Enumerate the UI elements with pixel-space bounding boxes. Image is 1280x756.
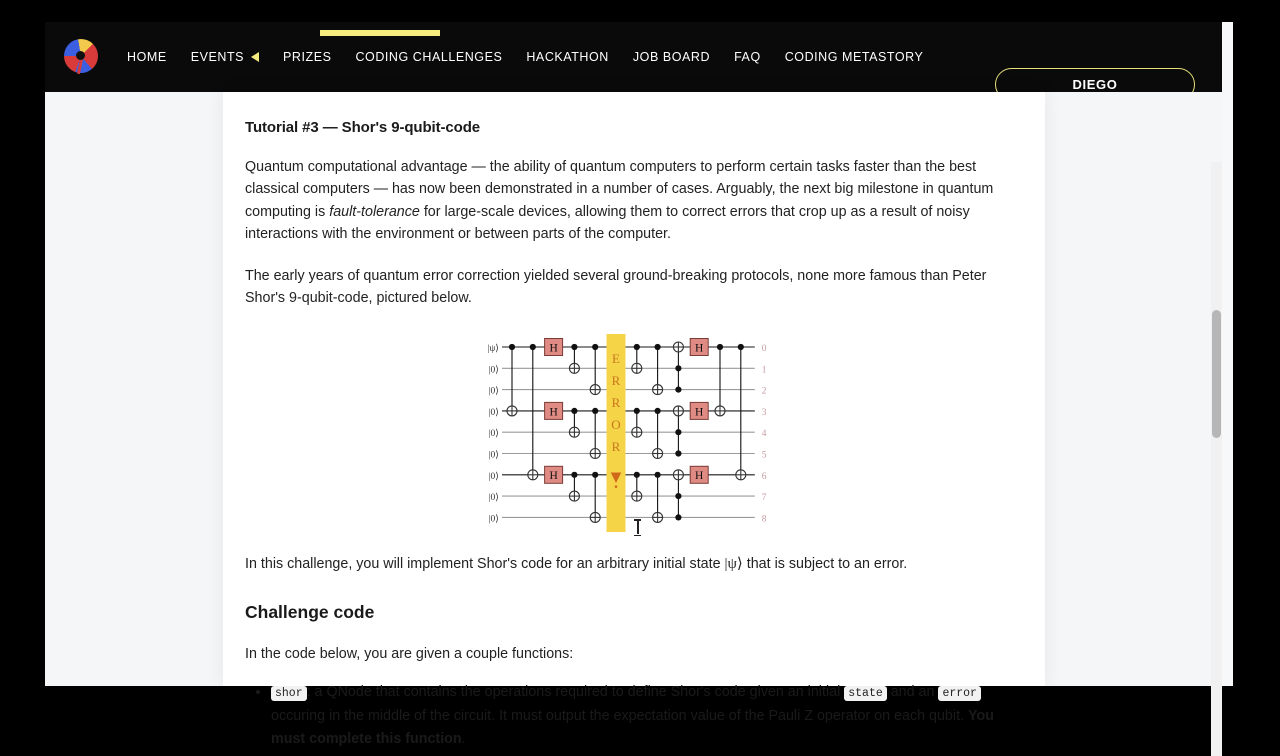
nav-link-label: FAQ bbox=[734, 50, 761, 64]
svg-text:2: 2 bbox=[761, 387, 767, 398]
svg-text:|0⟩: |0⟩ bbox=[488, 450, 499, 461]
svg-text:1: 1 bbox=[761, 365, 767, 376]
svg-text:R: R bbox=[611, 439, 621, 455]
svg-text:R: R bbox=[611, 395, 621, 411]
svg-text:|ψ⟩: |ψ⟩ bbox=[487, 344, 499, 355]
bold-instruction: You must complete this function bbox=[271, 708, 994, 748]
page-body bbox=[45, 92, 1222, 748]
article-content bbox=[245, 92, 1025, 755]
nav-link-label: HACKATHON bbox=[526, 50, 609, 64]
svg-text:4: 4 bbox=[761, 429, 767, 440]
browser-viewport bbox=[45, 22, 1233, 748]
svg-text:H: H bbox=[549, 470, 558, 483]
svg-text:|0⟩: |0⟩ bbox=[488, 493, 499, 504]
shor-code-circuit-diagram bbox=[475, 333, 795, 533]
nav-link-label: JOB BOARD bbox=[632, 50, 711, 64]
nav-link-coding-challenges[interactable] bbox=[343, 50, 514, 64]
paragraph-history: The early years of quantum error correction yielded several ground-breaking protocols, none more famous than Peter Shor's 9-qubit-code, pictured below. bbox=[245, 267, 987, 307]
nav-link-label: HOME bbox=[127, 50, 167, 64]
list-item-text: occuring in the middle of the circuit. It must output the expectation value of the Pauli Z operator on each qubit. bbox=[271, 708, 968, 725]
svg-text:7: 7 bbox=[761, 493, 767, 504]
code-shor: shor bbox=[271, 686, 307, 701]
nav-link-label: CODING METASTORY bbox=[784, 50, 924, 64]
svg-text:H: H bbox=[695, 342, 704, 355]
chevron-left-icon bbox=[251, 52, 259, 62]
nav-link-coding-metastory[interactable] bbox=[773, 50, 936, 64]
function-list bbox=[245, 681, 1025, 751]
svg-text:|0⟩: |0⟩ bbox=[488, 472, 499, 483]
user-account-label: DIEGO bbox=[1072, 77, 1118, 92]
svg-text:|0⟩: |0⟩ bbox=[488, 387, 499, 398]
paragraph-functions-intro: In the code below, you are given a couple functions: bbox=[245, 645, 574, 662]
svg-text:H: H bbox=[549, 342, 558, 355]
nav-link-hackathon[interactable] bbox=[514, 50, 621, 64]
paragraph-intro bbox=[245, 156, 1025, 246]
code-error: error bbox=[938, 686, 981, 701]
list-item-text: : a QNode that contains the operations required to define Shor's code given an initial bbox=[306, 684, 845, 701]
vertical-scrollbar-thumb[interactable] bbox=[1212, 310, 1221, 438]
paragraph-text: that is subject to an error. bbox=[742, 556, 908, 573]
svg-text:|0⟩: |0⟩ bbox=[488, 429, 499, 440]
nav-links bbox=[115, 50, 935, 64]
top-navigation-bar bbox=[45, 22, 1222, 92]
nav-link-job-board[interactable] bbox=[621, 50, 722, 64]
paragraph-challenge bbox=[245, 553, 1025, 575]
paragraph-text: Quantum computational advantage — the ability of quantum computers to perform certain tasks faster than the best classical computers — has now been demonstrated in a number of cases. Arguably, the next big milestone in quantum computing is bbox=[245, 159, 994, 220]
list-item bbox=[271, 681, 1025, 751]
nav-link-prizes[interactable] bbox=[271, 50, 343, 64]
vertical-scrollbar-track[interactable] bbox=[1211, 162, 1222, 756]
svg-text:8: 8 bbox=[761, 514, 767, 525]
svg-text:H: H bbox=[695, 406, 704, 419]
svg-text:0: 0 bbox=[761, 344, 767, 355]
nav-link-home[interactable] bbox=[115, 50, 179, 64]
list-item-text: . bbox=[461, 731, 466, 748]
emphasis-fault-tolerance: fault-tolerance bbox=[329, 203, 420, 220]
svg-text:|0⟩: |0⟩ bbox=[488, 365, 499, 376]
circuit-figure bbox=[245, 333, 1025, 533]
nav-link-label: PRIZES bbox=[283, 50, 332, 64]
svg-text:5: 5 bbox=[761, 450, 767, 461]
nav-link-label: CODING CHALLENGES bbox=[355, 50, 503, 64]
pennylane-q-logo-icon[interactable] bbox=[63, 38, 101, 76]
svg-text:|0⟩: |0⟩ bbox=[488, 408, 499, 419]
ket-psi: |ψ⟩ bbox=[724, 556, 743, 573]
nav-link-label: EVENTS bbox=[190, 50, 245, 64]
active-tab-accent-bar bbox=[320, 30, 440, 36]
section-heading-challenge-code: Challenge code bbox=[245, 601, 375, 622]
nav-link-faq[interactable] bbox=[722, 50, 773, 64]
page-title: Tutorial #3 — Shor's 9-qubit-code bbox=[245, 119, 481, 136]
nav-link-events[interactable] bbox=[179, 50, 271, 64]
logo-dot bbox=[76, 51, 85, 60]
svg-text:R: R bbox=[611, 373, 621, 389]
code-state: state bbox=[844, 686, 887, 701]
svg-text:H: H bbox=[695, 470, 704, 483]
svg-text:O: O bbox=[611, 417, 621, 433]
svg-text:H: H bbox=[549, 406, 558, 419]
content-card bbox=[223, 92, 1045, 748]
list-item-text: and an bbox=[886, 684, 939, 701]
paragraph-text: for large-scale devices, allowing them to correct errors that crop up as a result of noisy interactions with the environment or between parts of the computer. bbox=[245, 203, 970, 243]
svg-text:|0⟩: |0⟩ bbox=[488, 514, 499, 525]
svg-text:3: 3 bbox=[761, 408, 767, 419]
paragraph-text: In this challenge, you will implement Shor's code for an arbitrary initial state bbox=[245, 556, 725, 573]
svg-text:6: 6 bbox=[761, 472, 767, 483]
svg-text:E: E bbox=[612, 351, 620, 367]
